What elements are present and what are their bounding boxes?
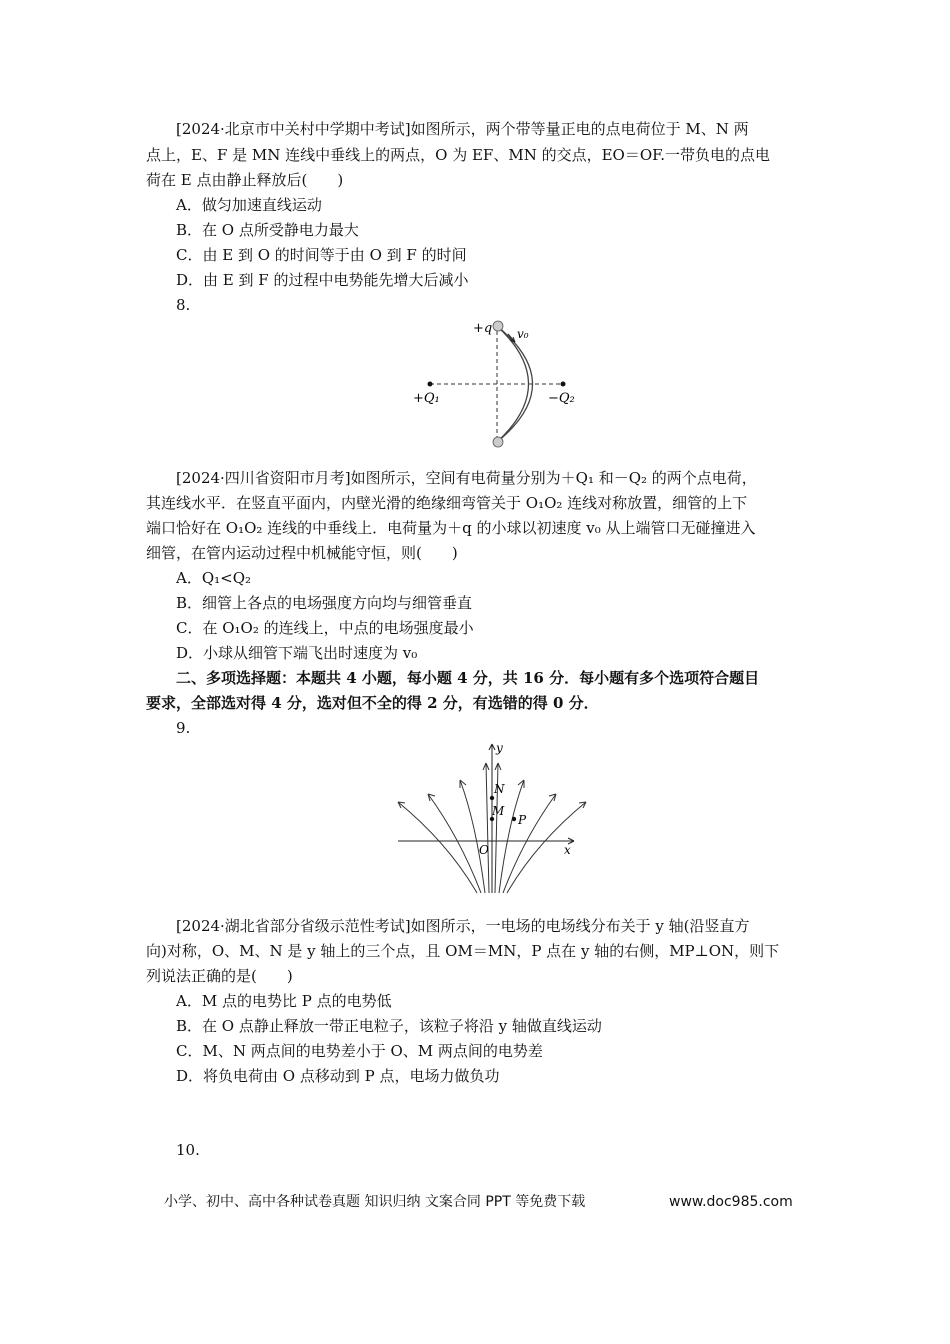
q9-label-p: P (518, 813, 527, 827)
q9-stem-line-1: [2024·湖北省部分省级示范性考试]如图所示，一电场的电场线分布关于 y 轴(沿竖直方 (176, 917, 750, 935)
q10-number: 10. (176, 1141, 200, 1159)
q9-number: 9. (176, 719, 191, 737)
q9-stem-line-2: 向)对称，O、M、N 是 y 轴上的三个点，且 OM＝MN，P 点在 y 轴的右侧，MP⊥ON，则下 (146, 942, 780, 960)
q9-point-n (490, 796, 494, 800)
q9-label-y: y (496, 741, 503, 755)
section-2-heading-line-2: 要求，全部选对得 4 分，选对但不全的得 2 分，有选错的得 0 分． (146, 694, 599, 712)
q8-figure (405, 312, 590, 452)
q9-label-n: N (494, 782, 505, 796)
q9-label-m: M (492, 804, 505, 818)
q8-option-a: A．Q₁<Q₂ (176, 569, 252, 587)
q9-label-o: O (479, 843, 489, 857)
q8-label-q: +q (473, 321, 493, 336)
q8-ball-bottom (493, 437, 503, 447)
q9-option-d: D．将负电荷由 O 点移动到 P 点，电场力做负功 (176, 1067, 500, 1085)
q7-stem-line-3: 荷在 E 点由静止释放后( ) (146, 171, 344, 189)
footer-url-link[interactable]: www.doc985.com (669, 1194, 793, 1210)
q9-label-x: x (564, 843, 571, 857)
q7-option-a: A．做匀加速直线运动 (176, 196, 322, 214)
q7-option-c: C．由 E 到 O 的时间等于由 O 到 F 的时间 (176, 246, 467, 264)
q9-stem-line-3: 列说法正确的是( ) (146, 967, 293, 985)
q8-option-c: C．在 O₁O₂ 的连线上，中点的电场强度最小 (176, 619, 474, 637)
q8-label-q1: +Q₁ (413, 391, 440, 406)
q7-stem-line-1: [2024·北京市中关村中学期中考试]如图所示，两个带等量正电的点电荷位于 M、N 两 (176, 120, 749, 138)
q8-stem-line-4: 细管，在管内运动过程中机械能守恒，则( ) (146, 544, 458, 562)
q8-ball-top (493, 321, 503, 331)
q8-charge-q1 (428, 382, 433, 387)
q8-label-q2: −Q₂ (548, 391, 575, 406)
q9-option-c: C．M、N 两点间的电势差小于 O、M 两点间的电势差 (176, 1042, 543, 1060)
q7-option-d: D．由 E 到 F 的过程中电势能先增大后减小 (176, 271, 469, 289)
q9-option-b: B．在 O 点静止释放一带正电粒子，该粒子将沿 y 轴做直线运动 (176, 1017, 602, 1035)
q8-stem-line-3: 端口恰好在 O₁O₂ 连线的中垂线上．电荷量为＋q 的小球以初速度 v₀ 从上端管口无碰撞进入 (146, 519, 756, 537)
page-footer (164, 1193, 793, 1211)
footer-text: 小学、初中、高中各种试卷真题 知识归纳 文案合同 PPT 等免费下载 (164, 1194, 586, 1210)
q9-option-a: A．M 点的电势比 P 点的电势低 (176, 992, 392, 1010)
q8-number: 8. (176, 296, 191, 314)
q8-stem-line-1: [2024·四川省资阳市月考]如图所示，空间有电荷量分别为＋Q₁ 和－Q₂ 的两个点电荷， (176, 469, 757, 487)
section-2-heading-line-1: 二、多项选择题：本题共 4 小题，每小题 4 分，共 16 分．每小题有多个选项符合题目 (176, 669, 760, 687)
q8-option-d: D．小球从细管下端飞出时速度为 v₀ (176, 644, 418, 662)
q7-option-b: B．在 O 点所受静电力最大 (176, 221, 359, 239)
q8-stem-line-2: 其连线水平．在竖直平面内，内壁光滑的绝缘细弯管关于 O₁O₂ 连线对称放置，细管的上下 (146, 494, 748, 512)
q9-point-p (512, 817, 516, 821)
q9-figure (388, 738, 588, 898)
q7-stem-line-2: 点上，E、F 是 MN 连线中垂线上的两点，O 为 EF、MN 的交点，EO＝OF.一带负电的点电 (146, 146, 770, 164)
q8-charge-q2 (561, 382, 566, 387)
q8-label-v0: v₀ (517, 327, 529, 341)
q8-option-b: B．细管上各点的电场强度方向均与细管垂直 (176, 594, 473, 612)
